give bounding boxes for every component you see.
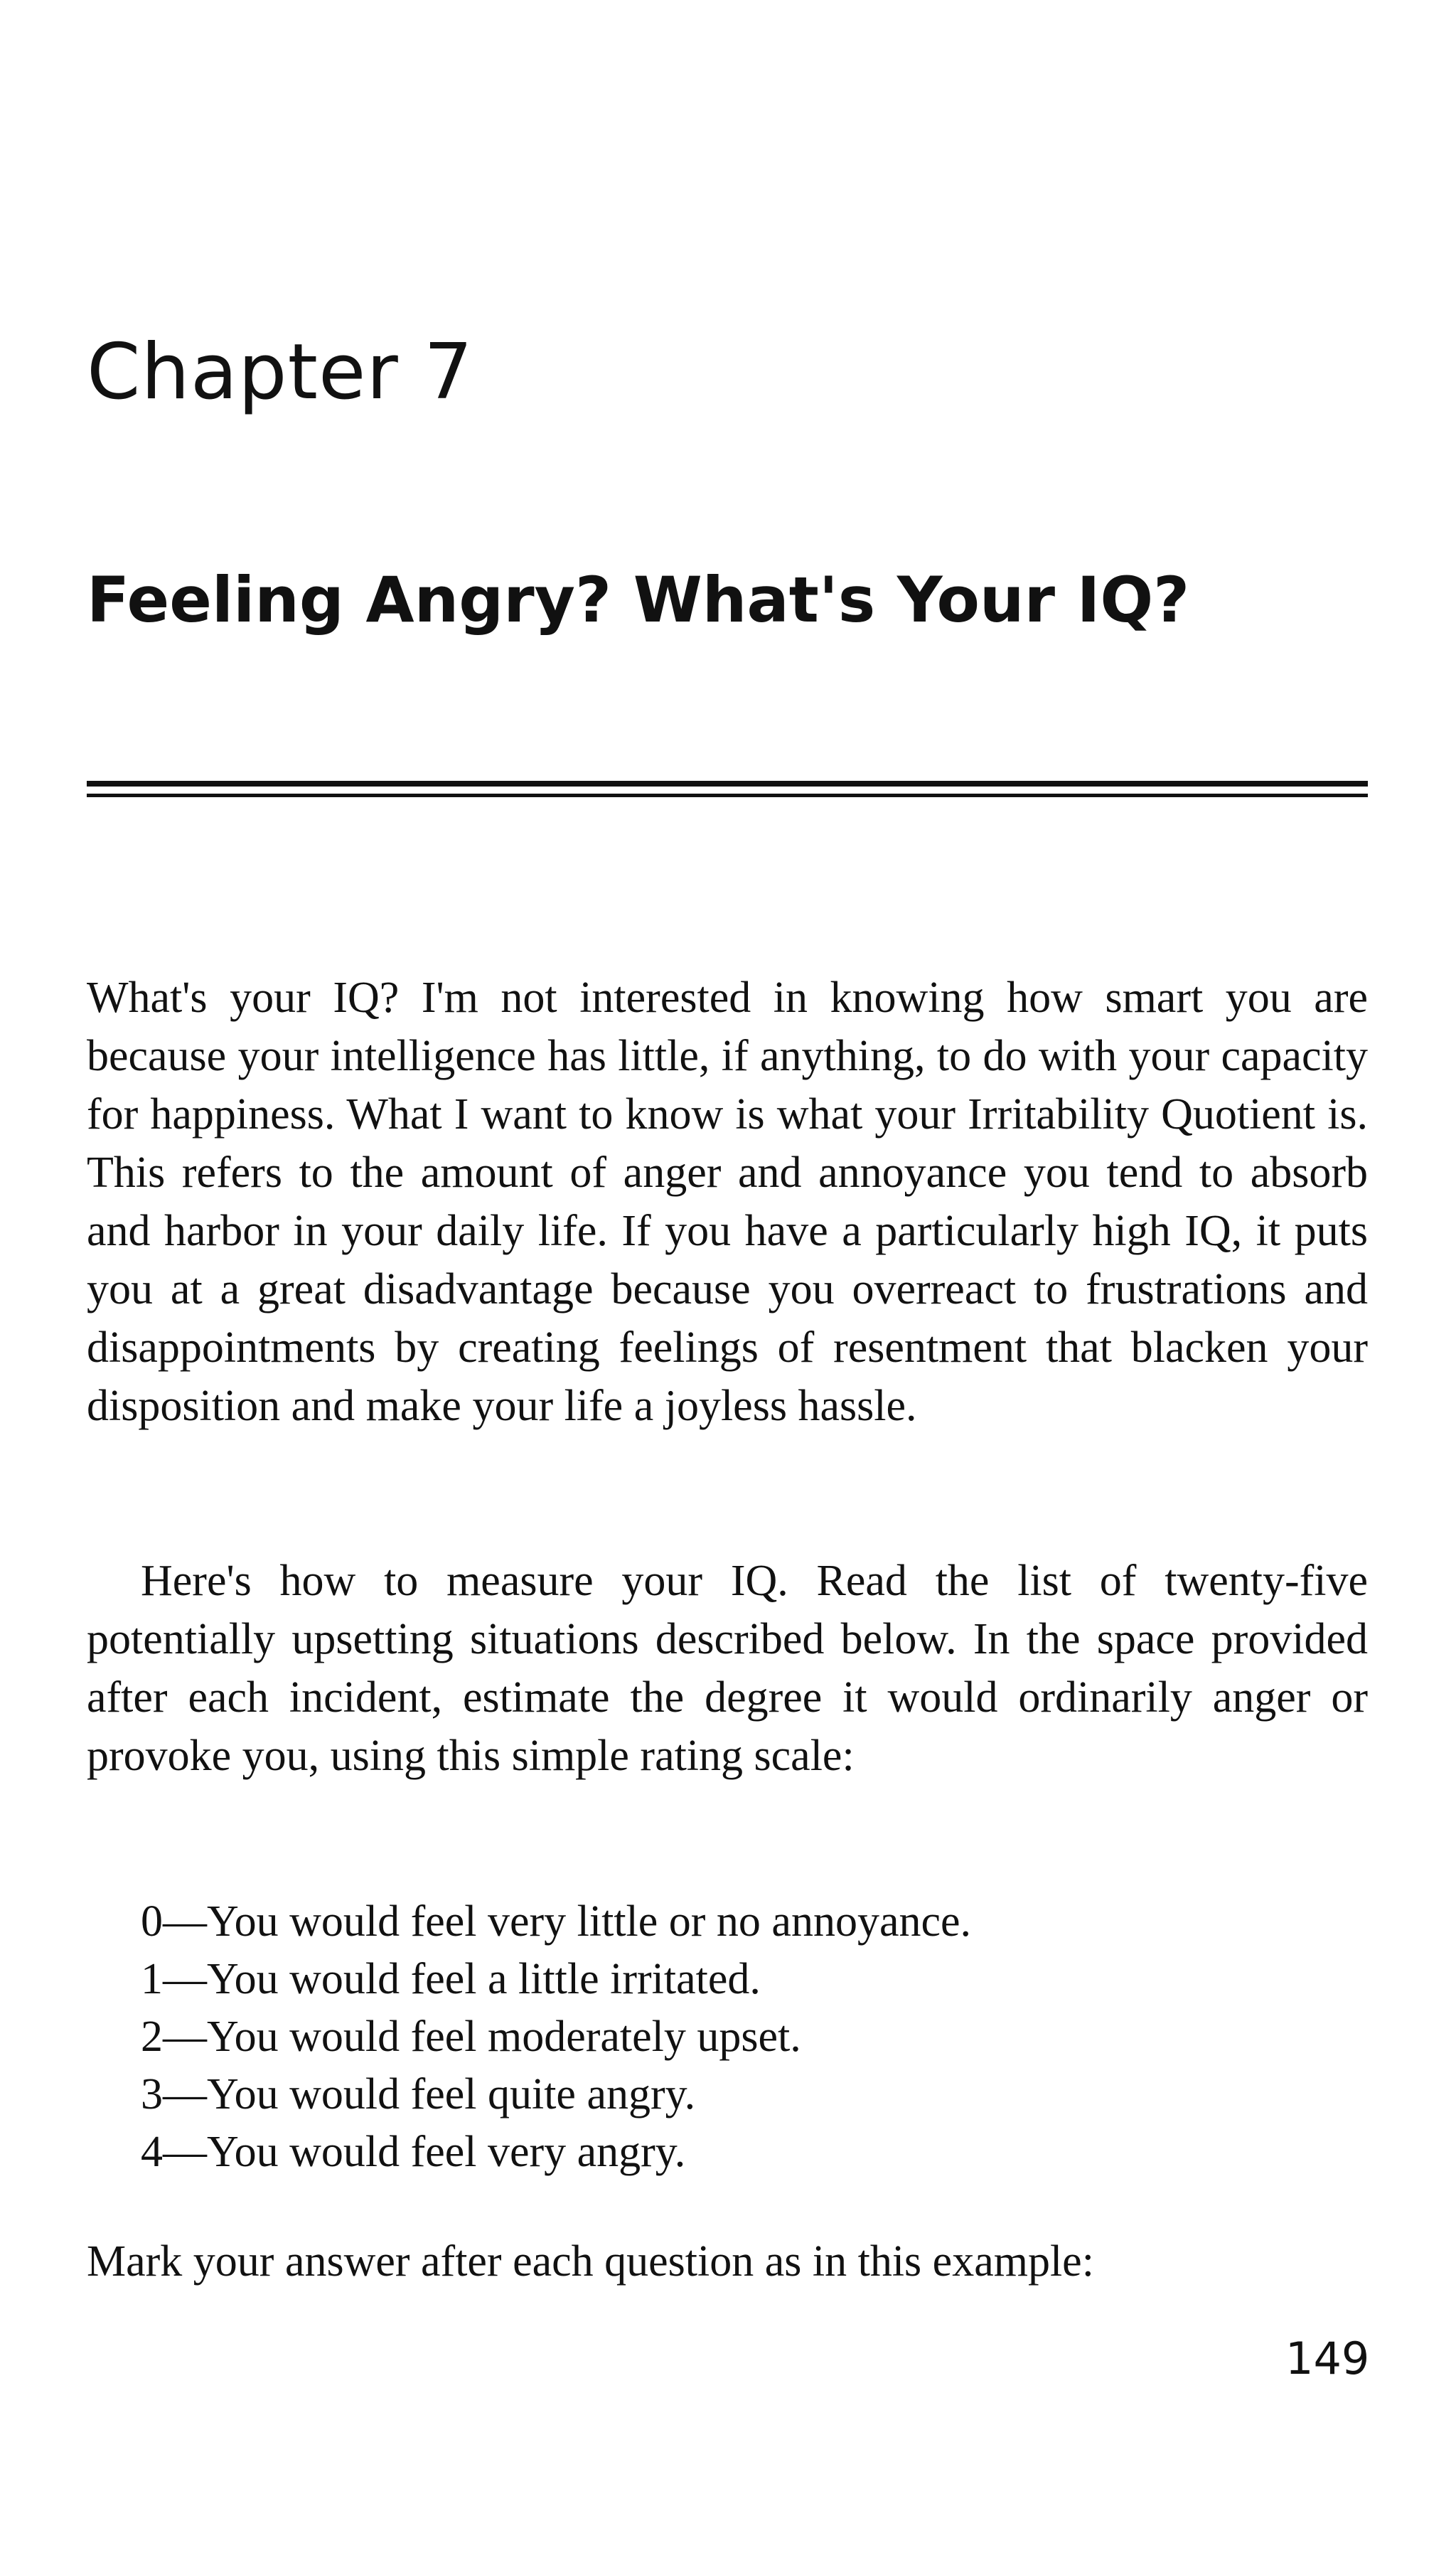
closing-line: Mark your answer after each question as in this example: <box>87 2237 1094 2286</box>
page-number: 149 <box>1285 2333 1370 2384</box>
intro-paragraph: What's your IQ? I'm not interested in knowing how smart you are because your intelligence has little, if anything, to do with your capacity for happiness. What I want to know is what your Irritability Quotient is. This refers to the amount of anger and annoyance you tend to absorb and harbor in your daily life. If you have a particularly high IQ, it puts you at a great disadvantage because you overreact to frustrations and disappointments by creating feelings of resentment that blacken your disposition and make your life a joyless hassle. <box>87 974 1368 1430</box>
chapter-title: Feeling Angry? What's Your IQ? <box>87 563 1190 636</box>
divider-rule-bottom <box>87 794 1368 797</box>
rating-scale-item: 2—You would feel moderately upset. <box>141 2013 801 2061</box>
rating-scale-item: 3—You would feel quite angry. <box>141 2070 696 2118</box>
rating-scale-item: 4—You would feel very angry. <box>141 2128 686 2176</box>
rating-scale-item: 0—You would feel very little or no annoyance. <box>141 1897 972 1946</box>
rating-scale-list <box>141 1893 971 2181</box>
rating-scale-item: 1—You would feel a little irritated. <box>141 1955 761 2003</box>
divider-rule-top <box>87 781 1368 787</box>
chapter-label: Chapter 7 <box>87 328 473 417</box>
instructions-paragraph: Here's how to measure your IQ. Read the list of twenty-five potentially upsetting situations described below. In the space provided after each incident, estimate the degree it would ordinarily anger or provoke you, using this simple rating scale: <box>87 1557 1368 1780</box>
